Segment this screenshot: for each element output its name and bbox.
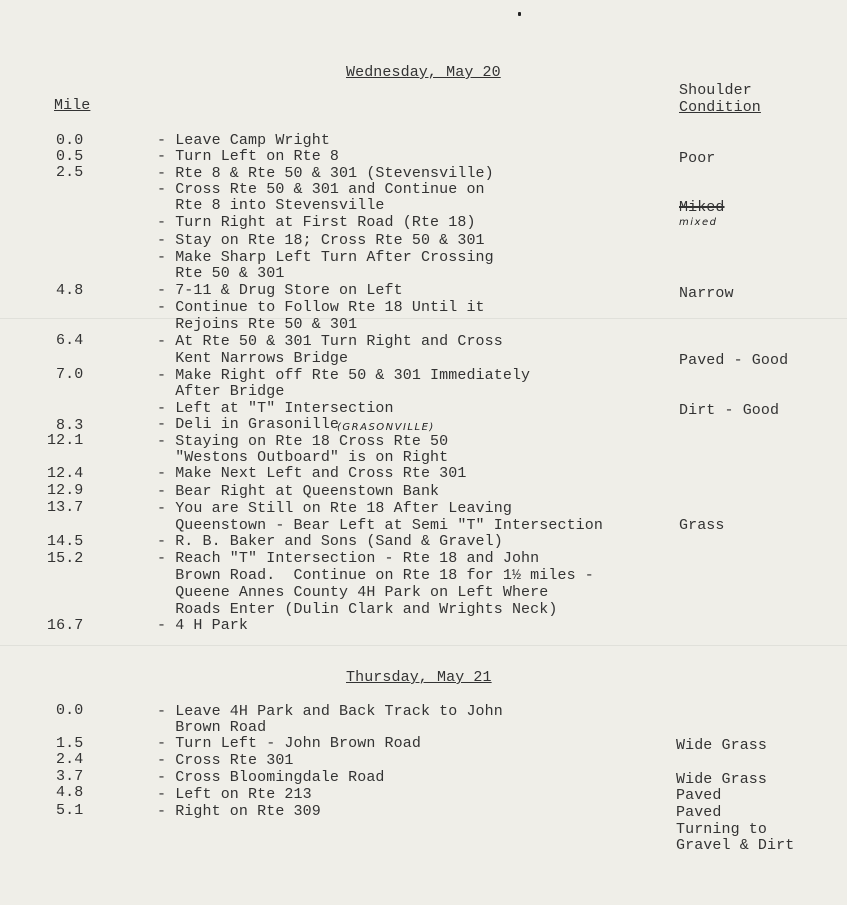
wed-mile: 6.4	[56, 332, 84, 349]
wed-direction-line: After Bridge	[157, 383, 285, 400]
wed-mile: 12.9	[47, 482, 84, 499]
wed-mile: 12.4	[47, 465, 84, 482]
wed-direction-line: - Make Right off Rte 50 & 301 Immediately	[157, 367, 531, 384]
mile-header: Mile	[54, 97, 91, 114]
thu-direction-line: - Leave 4H Park and Back Track to John	[157, 703, 503, 720]
thu-mile: 3.7	[56, 768, 84, 785]
wed-mile: 7.0	[56, 366, 84, 383]
wed-direction-line: - 4 H Park	[157, 617, 249, 634]
wed-direction-line: - 7-11 & Drug Store on Left	[157, 282, 403, 299]
paper-fold-line	[0, 318, 847, 319]
shoulder-struck-text: Miked	[679, 199, 725, 216]
deli-handwritten-note: (GRASONVILLE)	[337, 422, 435, 433]
wed-direction-line: Queene Annes County 4H Park on Left Where	[157, 584, 549, 601]
shoulder-handwritten-mixed: mixed	[679, 217, 718, 228]
wed-mile: 8.3	[56, 417, 84, 434]
wed-direction-line: Roads Enter (Dulin Clark and Wrights Neck)	[157, 601, 558, 618]
wed-direction-line: Brown Road. Continue on Rte 18 for 1½ miles -	[157, 567, 594, 584]
thu-mile: 1.5	[56, 735, 84, 752]
wed-direction-line: - Stay on Rte 18; Cross Rte 50 & 301	[157, 232, 485, 249]
shoulder-paved-good: Paved - Good	[679, 352, 789, 369]
wed-direction-line: - Reach "T" Intersection - Rte 18 and John	[157, 550, 540, 567]
wed-direction-line: Rejoins Rte 50 & 301	[157, 316, 358, 333]
shoulder-narrow: Narrow	[679, 285, 734, 302]
wed-direction-line: - Staying on Rte 18 Cross Rte 50	[157, 433, 449, 450]
wed-direction-line: - Turn Right at First Road (Rte 18)	[157, 214, 476, 231]
shoulder-grass: Grass	[679, 517, 725, 534]
wed-mile: 13.7	[47, 499, 84, 516]
thu-direction-line: - Turn Left - John Brown Road	[157, 735, 421, 752]
wed-direction-line: - Bear Right at Queenstown Bank	[157, 483, 440, 500]
thu-direction-line: Brown Road	[157, 719, 267, 736]
thu-shoulder: Wide Grass	[676, 771, 768, 788]
wed-direction-line: - At Rte 50 & 301 Turn Right and Cross	[157, 333, 503, 350]
wed-direction-line: - Make Sharp Left Turn After Crossing	[157, 249, 494, 266]
shoulder-poor: Poor	[679, 150, 716, 167]
wed-direction-line: - Continue to Follow Rte 18 Until it	[157, 299, 485, 316]
wed-direction-line: - You are Still on Rte 18 After Leaving	[157, 500, 512, 517]
paper-fold-line	[0, 645, 847, 646]
wed-direction-line: - Make Next Left and Cross Rte 301	[157, 465, 467, 482]
wed-direction-line: - Leave Camp Wright	[157, 132, 330, 149]
wed-mile: 12.1	[47, 432, 84, 449]
thursday-title: Thursday, May 21	[346, 669, 492, 686]
shoulder-header-line2: Condition	[679, 99, 761, 116]
thu-direction-line: - Cross Bloomingdale Road	[157, 769, 385, 786]
wed-mile: 4.8	[56, 282, 84, 299]
wed-mile: 0.5	[56, 148, 84, 165]
thu-shoulder: Gravel & Dirt	[676, 837, 795, 854]
wed-direction-line: "Westons Outboard" is on Right	[157, 449, 449, 466]
wed-direction-line: - Left at "T" Intersection	[157, 400, 394, 417]
wed-direction-line: - Cross Rte 50 & 301 and Continue on	[157, 181, 485, 198]
wed-direction-line: Rte 8 into Stevensville	[157, 197, 385, 214]
wed-direction-line: Kent Narrows Bridge	[157, 350, 349, 367]
wed-direction-line: - Deli in Grasonille	[157, 416, 340, 433]
thu-mile: 4.8	[56, 784, 84, 801]
wed-mile: 15.2	[47, 550, 84, 567]
wed-direction-line: - Rte 8 & Rte 50 & 301 (Stevensville)	[157, 165, 494, 182]
wed-direction-line: - Turn Left on Rte 8	[157, 148, 340, 165]
shoulder-header-line1: Shoulder	[679, 82, 752, 99]
thu-shoulder: Turning to	[676, 821, 768, 838]
thu-mile: 0.0	[56, 702, 84, 719]
wednesday-title: Wednesday, May 20	[346, 64, 501, 81]
wed-mile: 16.7	[47, 617, 84, 634]
wed-direction-line: Rte 50 & 301	[157, 265, 285, 282]
wed-mile: 14.5	[47, 533, 84, 550]
thu-mile: 2.4	[56, 751, 84, 768]
thu-mile: 5.1	[56, 802, 84, 819]
ink-dot	[518, 12, 521, 16]
thu-shoulder: Wide Grass	[676, 737, 768, 754]
thu-direction-line: - Cross Rte 301	[157, 752, 294, 769]
thu-direction-line: - Left on Rte 213	[157, 786, 312, 803]
wed-direction-line: - R. B. Baker and Sons (Sand & Gravel)	[157, 533, 503, 550]
wed-direction-line: Queenstown - Bear Left at Semi "T" Intersection	[157, 517, 603, 534]
thu-direction-line: - Right on Rte 309	[157, 803, 321, 820]
wed-mile: 0.0	[56, 132, 84, 149]
wed-mile: 2.5	[56, 164, 84, 181]
thu-shoulder: Paved	[676, 787, 722, 804]
thu-shoulder: Paved	[676, 804, 722, 821]
shoulder-dirt-good: Dirt - Good	[679, 402, 780, 419]
